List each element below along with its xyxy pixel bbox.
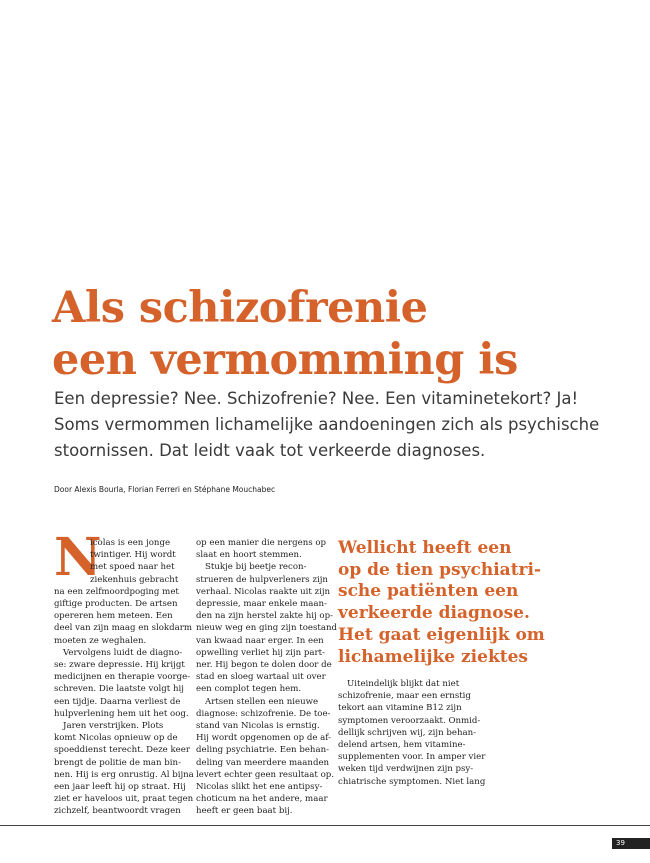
drop-cap: N (54, 527, 102, 588)
body-line: een complot tegen hem. (196, 684, 302, 695)
pull-quote-line: Het gaat eigenlijk om (338, 624, 545, 645)
lead-line: stoornissen. Dat leidt vaak tot verkeerde diagnoses. (54, 441, 486, 460)
body-line: Jaren verstrijken. Plots (63, 721, 164, 732)
article-title (52, 282, 642, 386)
body-line: Vervolgens luidt de diagno- (63, 647, 183, 658)
body-line: depressie, maar enkele maan- (196, 599, 327, 610)
body-column-1 (54, 537, 194, 818)
body-line: delend artsen, hem vitamine- (338, 740, 466, 751)
body-line: Hij wordt opgenomen op de af- (196, 733, 332, 744)
body-line: moeten ze weghalen. (54, 635, 147, 646)
body-line: hulpverlening hem uit het oog. (54, 708, 189, 719)
body-line: Artsen stellen een nieuwe (205, 696, 319, 707)
body-line: zichzelf, beantwoordt vragen (54, 806, 181, 817)
body-line: nen. Hij is erg onrustig. Al bijna (54, 769, 194, 780)
pull-quote-line: Wellicht heeft een (338, 538, 512, 558)
body-line: heeft er geen baat bij. (196, 806, 293, 817)
lead-line: Soms vermommen lichamelijke aandoeningen zich als psychische (54, 415, 600, 434)
body-line: Nicolas slikt het ene antipsy- (196, 782, 323, 793)
body-line: twintiger. Hij wordt (90, 550, 176, 561)
body-line: se: zware depressie. Hij krijgt (54, 660, 185, 671)
page-number: 39 (612, 838, 650, 849)
pull-quote-line: verkeerde diagnose. (338, 603, 530, 624)
body-line: deling van meerdere maanden (196, 757, 330, 768)
article-lead (54, 386, 644, 464)
body-line: dellijk schrijven wij, zijn behan- (338, 727, 477, 738)
body-line: chiatrische symptomen. Niet lang (338, 776, 486, 787)
body-line: giftige producten. De artsen (54, 599, 178, 610)
body-line: een jaar leeft hij op straat. Hij (54, 782, 186, 793)
body-line: tekort aan vitamine B12 zijn (338, 703, 462, 714)
body-line: een tijdje. Daarna verliest de (54, 696, 181, 707)
body-line: diagnose: schizofrenie. De toe- (196, 708, 331, 719)
body-line: na een zelfmoordpoging met (54, 586, 179, 597)
body-line: spoeddienst terecht. Deze keer (54, 745, 190, 756)
body-line: Stukje bij beetje recon- (205, 562, 307, 573)
pull-quote-line: op de tien psychiatri- (338, 559, 542, 580)
title-line: Als schizofrenie (52, 283, 428, 333)
body-line: op een manier die nergens op (196, 538, 327, 548)
body-line: stand van Nicolas is ernstig. (196, 721, 320, 732)
body-line: Uiteindelijk blijkt dat niet (347, 679, 460, 689)
body-line: ziekenhuis gebracht (90, 574, 179, 585)
body-line: brengt de politie de man bin- (54, 757, 181, 768)
lead-line: Een depressie? Nee. Schizofrenie? Nee. Een vitaminetekort? Ja! (54, 389, 579, 408)
pull-quote-line: lichamelijke ziektes (338, 646, 528, 667)
body-line: verhaal. Nicolas raakte uit zijn (196, 586, 331, 597)
body-line: strueren de hulpverleners zijn (196, 574, 328, 585)
body-line: den na zijn herstel zakte hij op- (196, 611, 333, 622)
pull-quote (338, 538, 638, 668)
body-column-3 (338, 678, 486, 788)
body-line: weken tijd verdwijnen zijn psy- (338, 764, 474, 775)
body-line: medicijnen en therapie voorge- (54, 672, 191, 683)
body-line: komt Nicolas opnieuw op de (54, 733, 178, 744)
body-line: icolas is een jonge (90, 538, 171, 548)
pull-quote-line: sche patiënten een (338, 581, 519, 602)
body-line: slaat en hoort stemmen. (196, 550, 302, 561)
body-line: ziet er haveloos uit, praat tegen (54, 794, 194, 805)
body-line: levert echter geen resultaat op. (196, 769, 334, 780)
byline: Door Alexis Bourla, Florian Ferreri en Stéphane Mouchabec (54, 485, 276, 494)
body-line: deel van zijn maag en slokdarm (54, 623, 193, 634)
footer-rule (0, 825, 650, 826)
body-line: stad en sloeg wartaal uit over (196, 672, 326, 683)
body-line: opwelling verliet hij zijn part- (196, 647, 325, 658)
body-line: schreven. Die laatste volgt hij (54, 684, 184, 695)
body-line: met spoed naar het (90, 562, 175, 573)
body-line: ner. Hij begon te dolen door de (196, 660, 332, 671)
body-line: nieuw weg en ging zijn toestand (196, 623, 337, 634)
body-column-2 (196, 537, 337, 818)
body-line: opereren hem meteen. Een (54, 611, 173, 622)
body-line: symptomen veroorzaakt. Onmid- (338, 715, 481, 726)
body-line: van kwaad naar erger. In een (196, 635, 324, 646)
body-line: schizofrenie, maar een ernstig (338, 691, 471, 702)
title-line: een vermomming is (52, 335, 518, 385)
body-line: supplementen voor. In amper vier (338, 752, 486, 763)
body-line: deling psychiatrie. Een behan- (196, 745, 330, 756)
body-line: choticum na het andere, maar (196, 794, 328, 805)
